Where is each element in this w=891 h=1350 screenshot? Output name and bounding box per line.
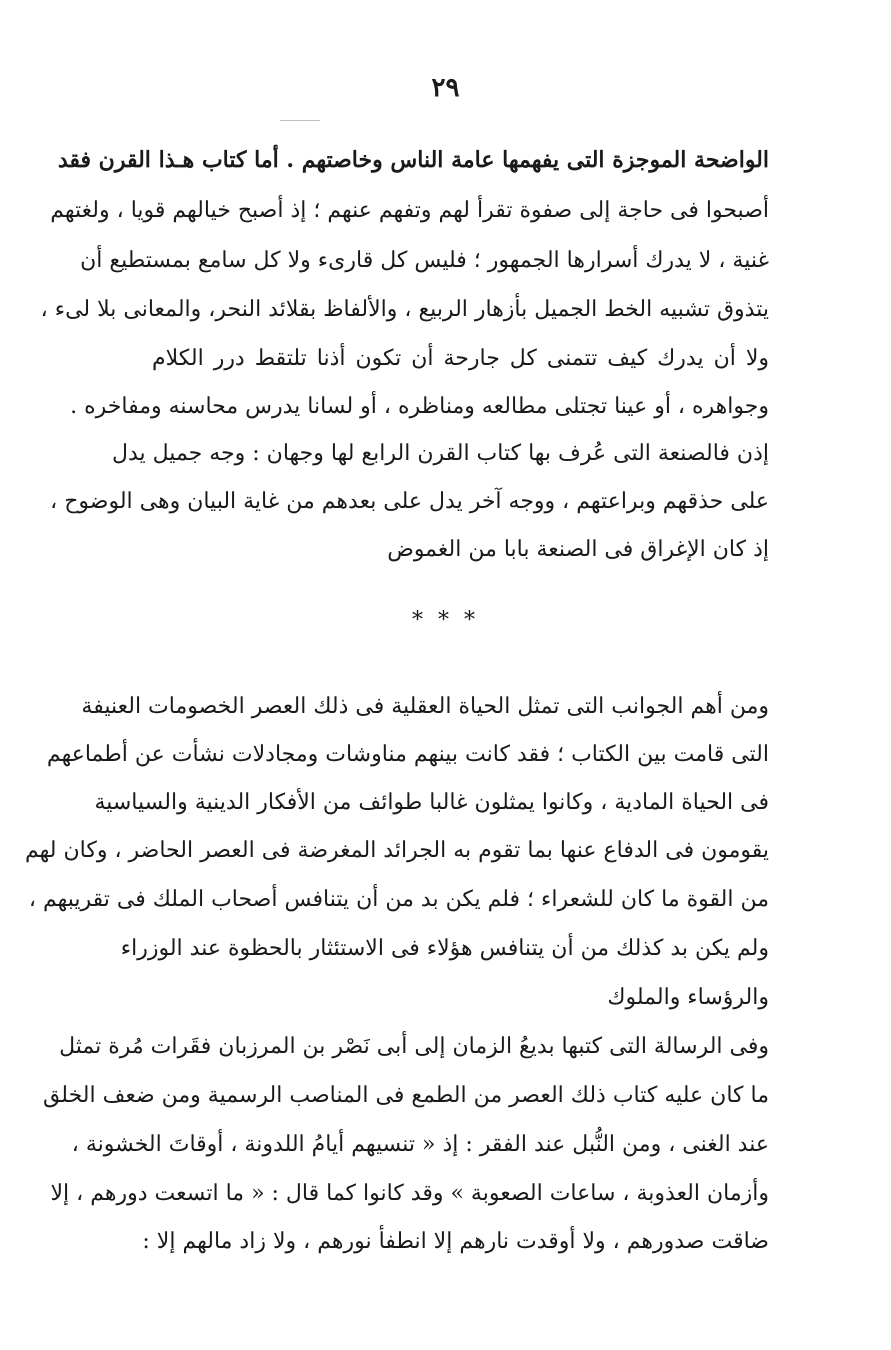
paragraph-4-line-2: ما كان عليه كتاب ذلك العصر من الطمع فى المناصب الرسمية ومن ضعف الخلق	[42, 1083, 769, 1108]
paragraph-3-line-4: يقومون فى الدفاع عنها بما تقوم به الجرائد المغرضة فى العصر الحاضر ، وكان لهم	[25, 838, 769, 863]
page-number: ٢٩	[431, 73, 460, 103]
paragraph-3-line-6: ولم يكن بد كذلك من أن يتنافس هؤلاء فى الاستئثار بالحظوة عند الوزراء	[120, 936, 769, 961]
paragraph-1-line-2: أصبحوا فى حاجة إلى صفوة تقرأ لهم وتفهم عنهم ؛ إذ أصبح خيالهم قويا ، ولغتهم	[50, 198, 769, 223]
paragraph-3-line-2: التى قامت بين الكتاب ؛ فقد كانت بينهم مناوشات ومجادلات نشأت عن أطماعهم	[46, 742, 769, 767]
paragraph-3-line-1: ومن أهم الجوانب التى تمثل الحياة العقلية فى ذلك العصر الخصومات العنيفة	[81, 694, 769, 719]
paragraph-1-line-6: وجواهره ، أو عينا تجتلى مطالعه ومناظره ، أو لسانا يدرس محاسنه ومفاخره .	[70, 394, 769, 419]
paragraph-4-line-1: وفى الرسالة التى كتبها بديعُ الزمان إلى أبى نَصْر بن المرزبان فقَرات مُرة تمثل	[59, 1034, 769, 1059]
paragraph-1-line-5: ولا أن يدرك كيف تتمنى كل جارحة أن تكون أذنا تلتقط درر الكلام	[152, 346, 769, 371]
paragraph-1-line-1: الواضحة الموجزة التى يفهمها عامة الناس وخاصتهم . أما كتاب هـذا القرن فقد	[57, 147, 769, 173]
paragraph-2-line-1: إذن فالصنعة التى عُرف بها كتاب القرن الرابع لها وجهان : وجه جميل يدل	[112, 441, 769, 466]
paragraph-3-line-5: من القوة ما كان للشعراء ؛ فلم يكن بد من أن يتنافس أصحاب الملك فى تقريبهم ،	[28, 887, 769, 912]
paragraph-4-line-5: ضاقت صدورهم ، ولا أوقدت نارهم إلا انطفأ نورهم ، ولا زاد مالهم إلا :	[142, 1229, 769, 1254]
paragraph-1-line-4: يتذوق تشبيه الخط الجميل بأزهار الربيع ، والألفاظ بقلائد النحر، والمعانى بلا لىء ،	[40, 297, 769, 322]
paragraph-4-line-3: عند الغنى ، ومن النُّبل عند الفقر : إذ « تنسيهم أيامُ اللدونة ، أوقاتَ الخشونة ،	[71, 1132, 769, 1157]
header-rule	[280, 120, 320, 121]
paragraph-4-line-4: وأزمان العذوبة ، ساعات الصعوبة » وقد كانوا كما قال : « ما اتسعت دورهم ، إلا	[50, 1181, 769, 1206]
paragraph-2-line-2: على حذقهم وبراعتهم ، ووجه آخر يدل على بعدهم من غاية البيان وهى الوضوح ،	[50, 489, 769, 514]
paragraph-3-line-7: والرؤساء والملوك	[607, 985, 769, 1010]
section-separator: * * *	[412, 608, 479, 633]
paragraph-3-line-3: فى الحياة المادية ، وكانوا يمثلون غالبا طوائف من الأفكار الدينية والسياسية	[94, 790, 769, 815]
paragraph-2-line-3: إذ كان الإغراق فى الصنعة بابا من الغموض	[387, 537, 769, 562]
paragraph-1-line-3: غنية ، لا يدرك أسرارها الجمهور ؛ فليس كل قارىء ولا كل سامع بمستطيع أن	[80, 248, 769, 273]
